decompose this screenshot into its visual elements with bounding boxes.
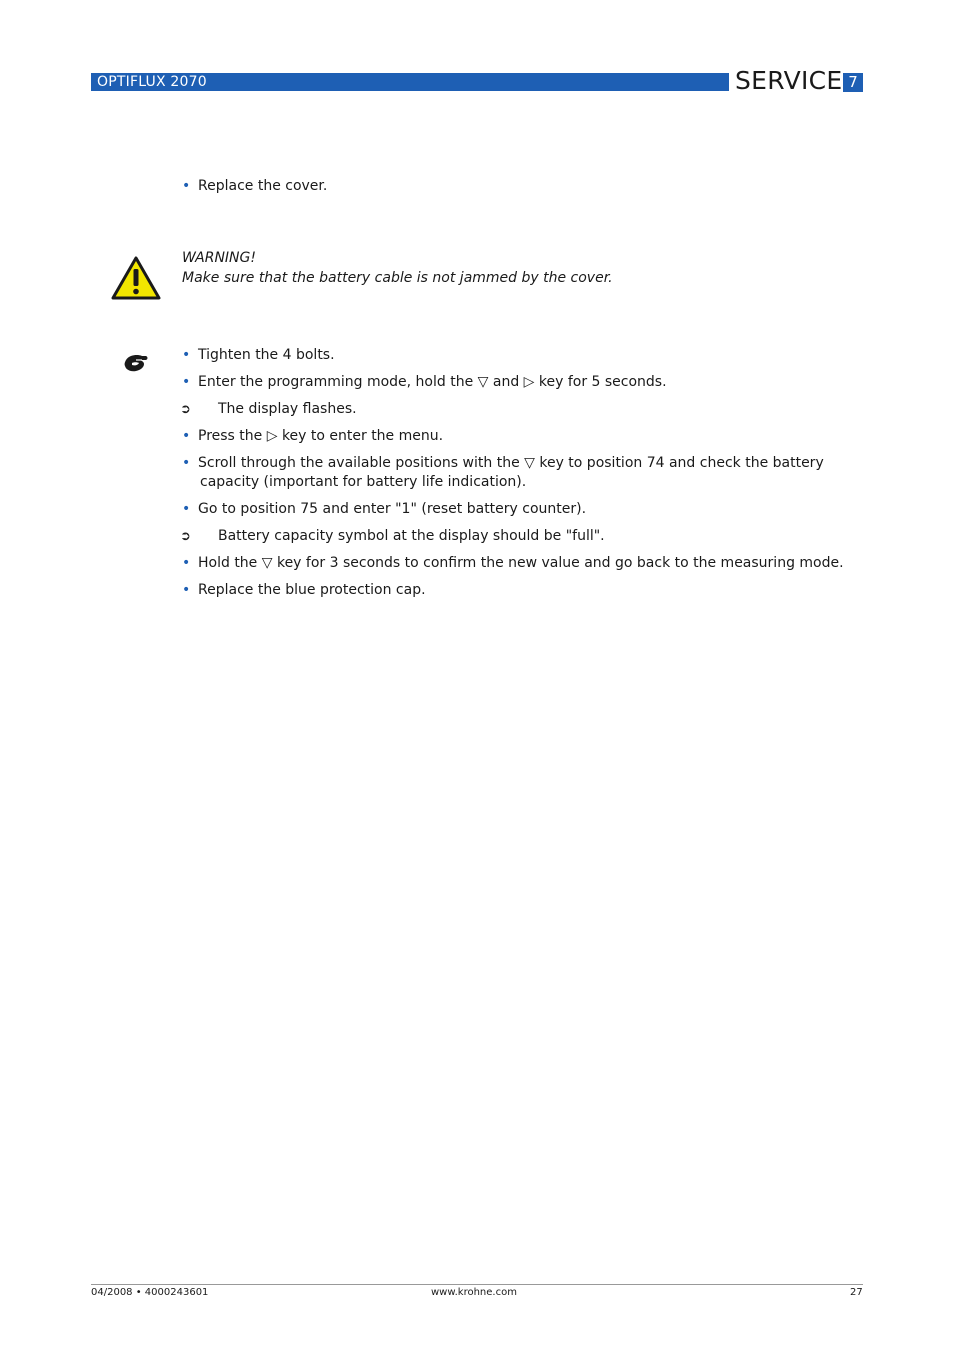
result-arrow-icon: ➲ xyxy=(180,529,191,544)
bullet-icon: • xyxy=(182,555,191,571)
product-name: OPTIFLUX 2070 xyxy=(97,74,207,90)
footer-website: www.krohne.com xyxy=(431,1287,517,1298)
step-replace-cover: Replace the cover. xyxy=(198,178,328,194)
result-battery-full: Battery capacity symbol at the display should be "full". xyxy=(218,528,605,544)
footer-date-docnumber: 04/2008 • 4000243601 xyxy=(91,1287,209,1298)
chapter-number: 7 xyxy=(843,73,863,92)
footer-divider xyxy=(91,1284,863,1285)
bullet-icon: • xyxy=(182,428,191,444)
step-tighten-bolts: Tighten the 4 bolts. xyxy=(198,347,335,363)
bullet-icon: • xyxy=(182,347,191,363)
hand-icon xyxy=(123,352,149,374)
step-position-75: Go to position 75 and enter "1" (reset battery counter). xyxy=(198,501,587,517)
step-scroll-line2: capacity (important for battery life indication). xyxy=(200,474,527,490)
step-programming-mode: Enter the programming mode, hold the ▽ and ▷ key for 5 seconds. xyxy=(198,374,667,390)
bullet-icon: • xyxy=(182,582,191,598)
step-scroll-line1: Scroll through the available positions with the ▽ key to position 74 and check the battery xyxy=(198,455,824,471)
step-enter-menu: Press the ▷ key to enter the menu. xyxy=(198,428,444,444)
warning-icon xyxy=(111,256,161,300)
step-confirm-value: Hold the ▽ key for 3 seconds to confirm the new value and go back to the measuring mode. xyxy=(198,555,844,571)
warning-text: Make sure that the battery cable is not jammed by the cover. xyxy=(182,270,613,286)
bullet-icon: • xyxy=(182,178,191,194)
bullet-icon: • xyxy=(182,374,191,390)
result-arrow-icon: ➲ xyxy=(180,402,191,417)
section-title: SERVICE xyxy=(735,66,843,95)
result-display-flashes: The display flashes. xyxy=(218,401,357,417)
step-replace-cap: Replace the blue protection cap. xyxy=(198,582,426,598)
page-number: 27 xyxy=(850,1287,863,1298)
bullet-icon: • xyxy=(182,501,191,517)
header-bar xyxy=(91,73,729,91)
bullet-icon: • xyxy=(182,455,191,471)
warning-title: WARNING! xyxy=(182,250,256,266)
